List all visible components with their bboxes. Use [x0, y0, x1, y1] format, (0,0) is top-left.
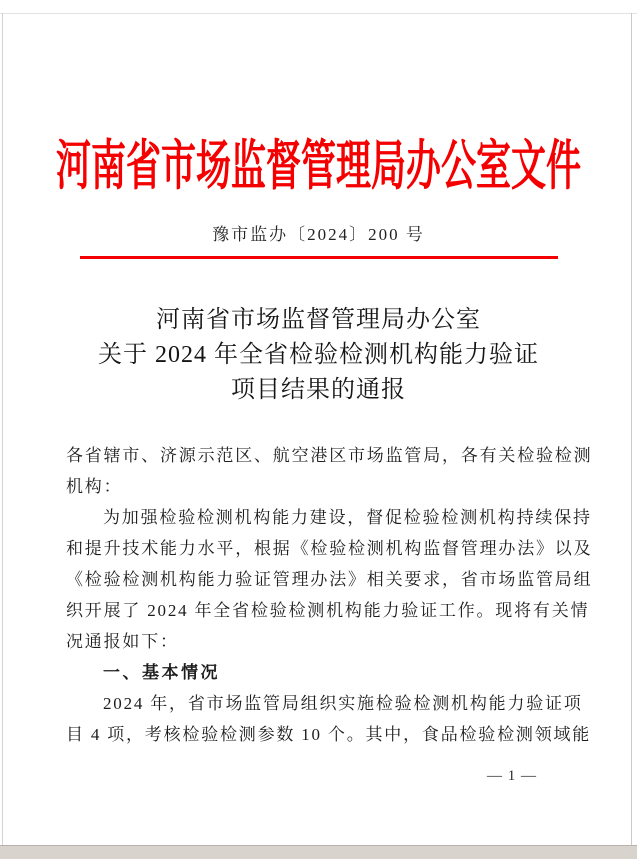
page-number: — 1 —	[487, 768, 537, 784]
page-top-edge	[0, 13, 637, 14]
body-line: 机构：	[66, 477, 123, 496]
document-title-line-3: 项目结果的通报	[231, 377, 406, 403]
document-title-line-2: 关于 2024 年全省检验检测机构能力验证	[98, 342, 539, 368]
document-title-line-1: 河南省市场监督管理局办公室	[156, 307, 481, 333]
body-line: 为加强检验检测机构能力建设，督促检验检测机构持续保持	[103, 508, 592, 527]
letterhead-divider-rule	[80, 256, 558, 259]
page-bottom-edge	[0, 845, 637, 859]
body-line: 《检验检测机构能力验证管理办法》相关要求，省市场监管局组	[66, 570, 593, 589]
document-number: 豫市监办〔2024〕200 号	[212, 225, 425, 244]
body-text	[66, 440, 593, 750]
body-line: 各省辖市、济源示范区、航空港区市场监管局，各有关检验检测	[66, 446, 593, 465]
body-line: 况通报如下：	[66, 632, 179, 651]
document-title	[0, 303, 637, 408]
section-heading: 一、基本情况	[103, 663, 220, 682]
body-line: 织开展了 2024 年全省检验检测机构能力验证工作。现将有关情	[66, 601, 590, 620]
letterhead-title: 河南省市场监督管理局办公室文件	[55, 135, 581, 197]
body-line: 目 4 项，考核检验检测参数 10 个。其中，食品检验检测领域能	[66, 725, 592, 744]
body-line: 2024 年，省市场监管局组织实施检验检测机构能力验证项	[103, 694, 583, 713]
body-line: 和提升技术能力水平，根据《检验检测机构监督管理办法》以及	[66, 539, 593, 558]
